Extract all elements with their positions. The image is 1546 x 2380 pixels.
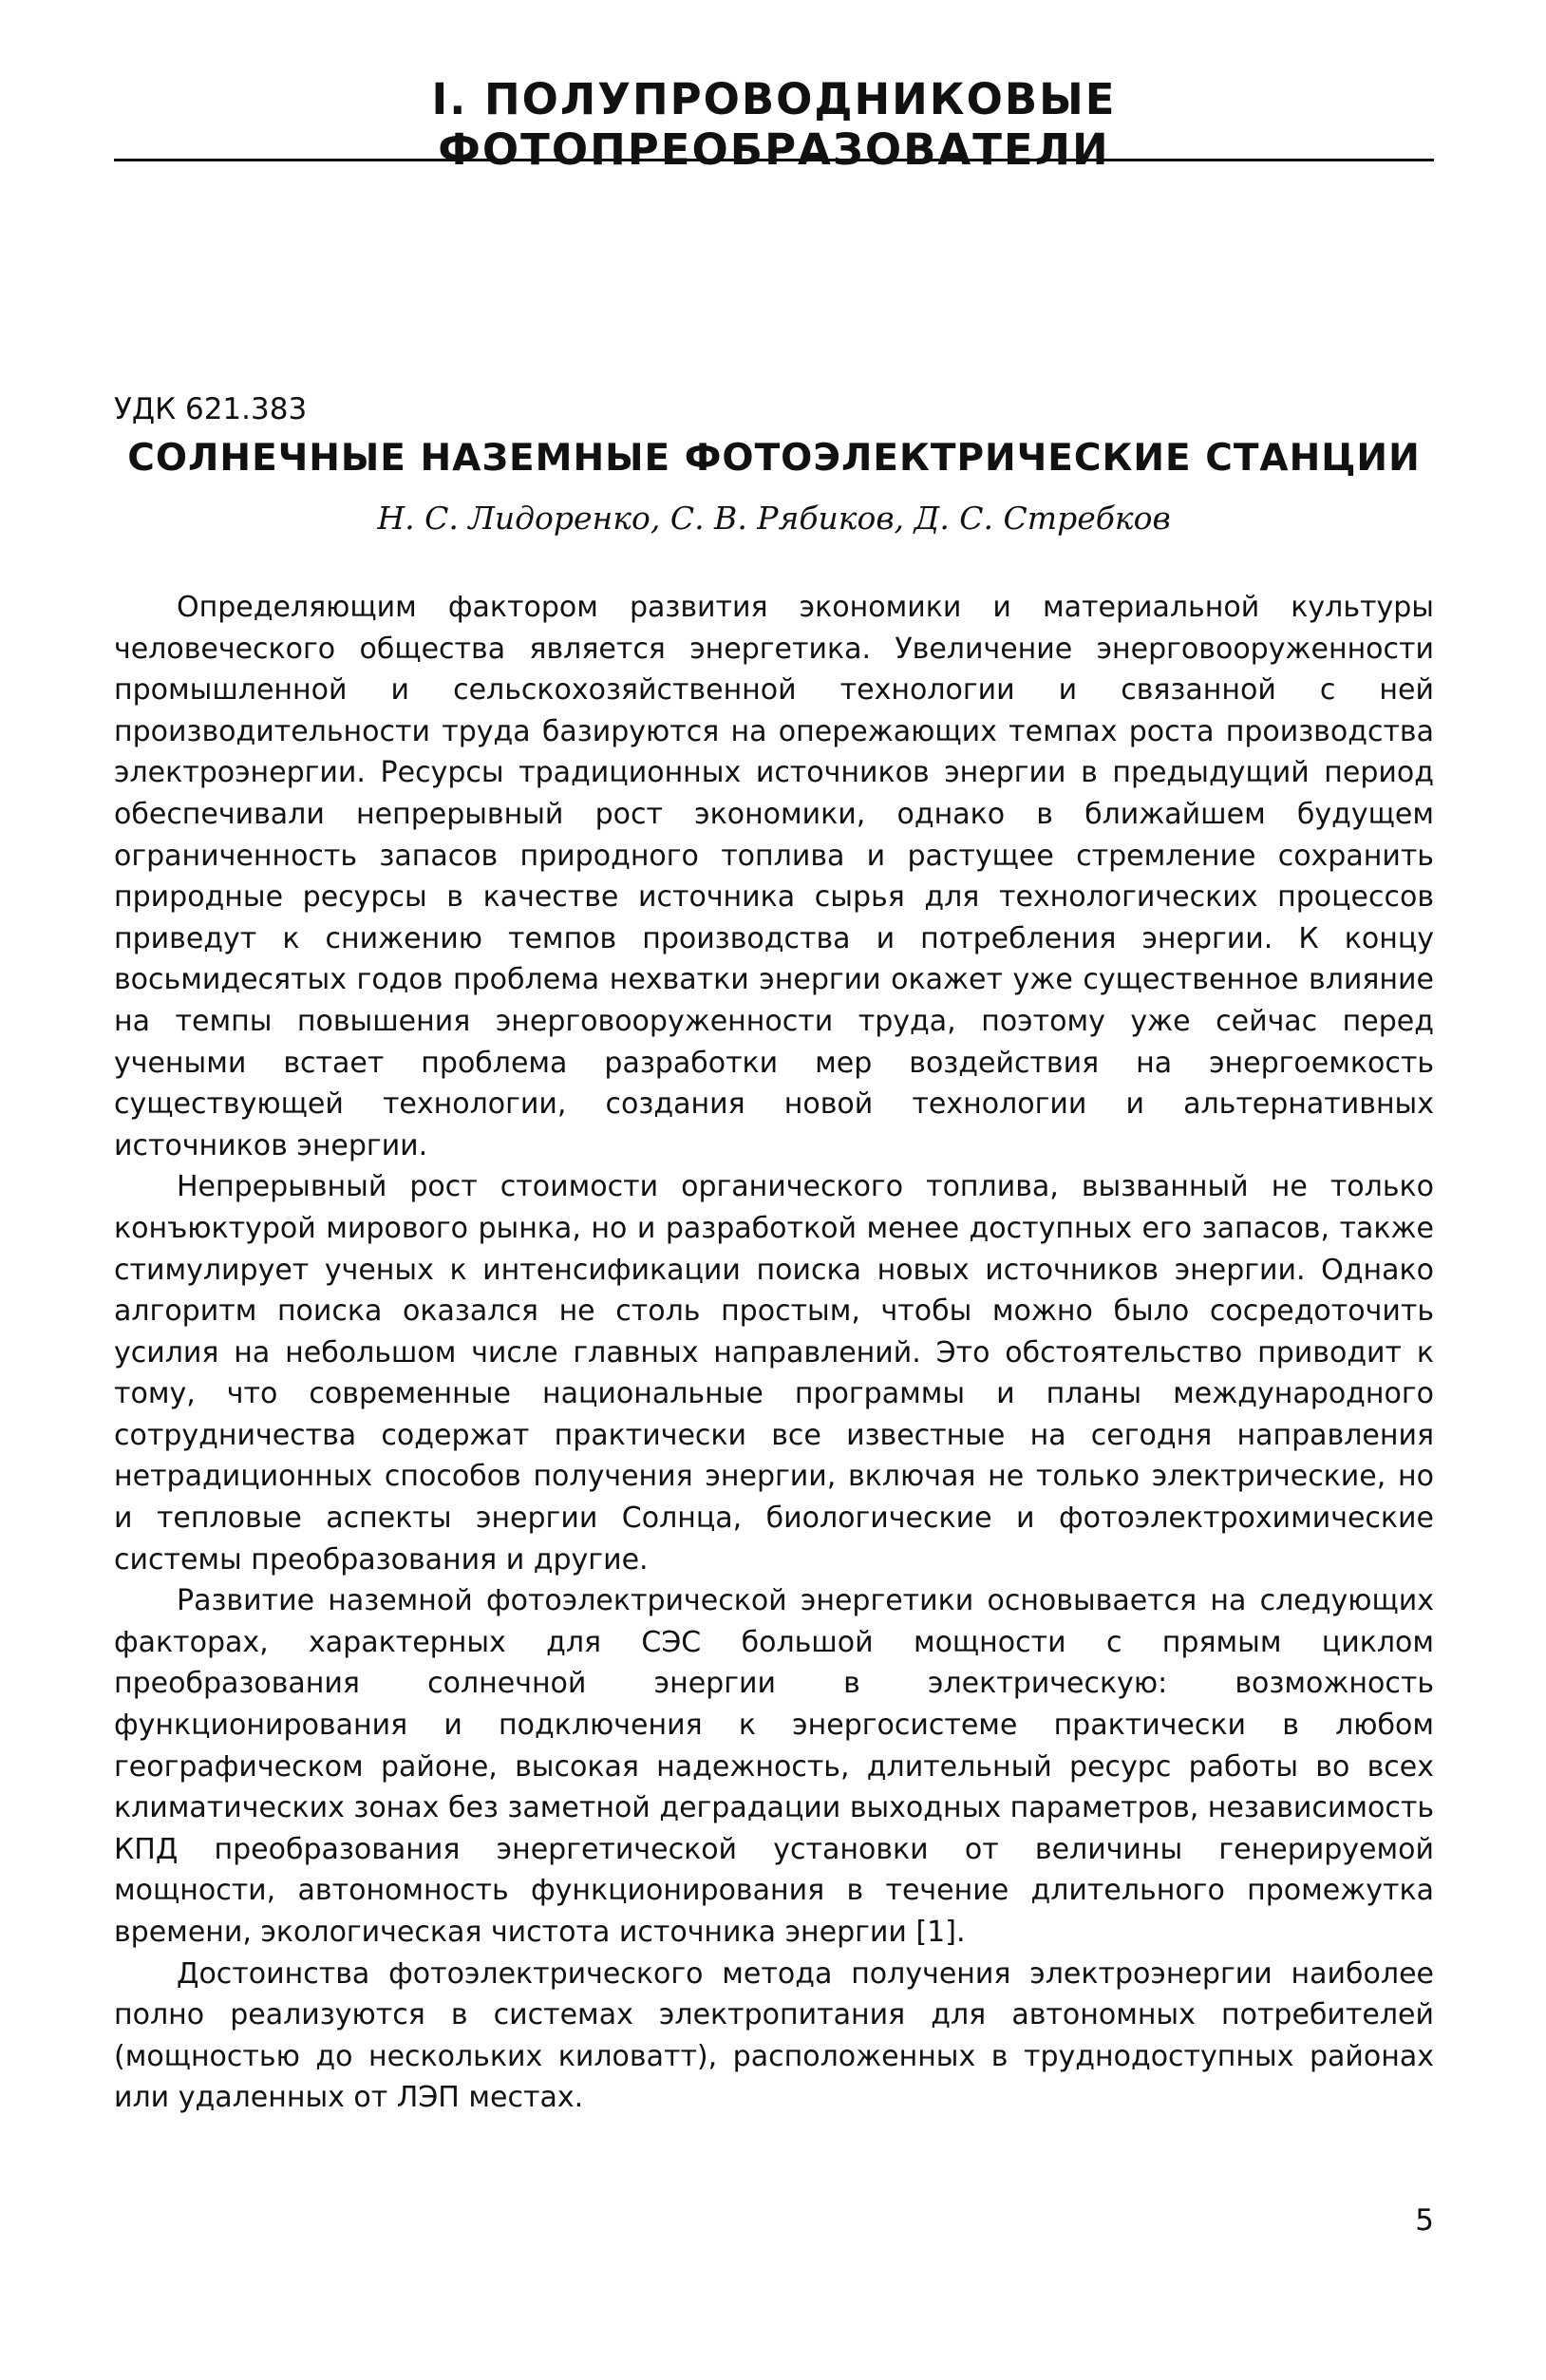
paragraph-2: Непрерывный рост стоимости органического топлива, вызванный не только конъюктурой мирового рынка, но и разработкой менее доступных его запасов, также стимулирует ученых к интенсификации поиска новых источников энергии. Однако алгоритм поиска оказался не столь простым, чтобы можно было сосредоточить усилия на небольшом числе главных направлений. Это обстоятельство приводит к тому, что современные национальные программы и планы международного сотрудничества содержат практически все известные на сегодня направления нетрадиционных способов получения энергии, включая не только электрические, но и тепловые аспекты энергии Солнца, биологические и фотоэлектрохимические системы преобразования и другие. (114, 1170, 1434, 1577)
paragraph-1: Определяющим фактором развития экономики и материальной культуры человеческого общества является энергетика. Увеличение энерговооруженности промышленной и сельскохозяйственной технологии и связанной с ней производительности труда базируются на опережающих темпах роста производства электроэнергии. Ресурсы традиционных источников энергии в предыдущий период обеспечивали непрерывный рост экономики, однако в ближайшем будущем ограниченность запасов природного топлива и растущее стремление сохранить природные ресурсы в качестве источника сырья для технологических процессов приведут к снижению темпов производства и потребления энергии. К концу восьмидесятых годов проблема нехватки энергии окажет уже существенное влияние на темпы повышения энерговооруженности труда, поэтому уже сейчас перед учеными встает проблема разработки мер воздействия на энергоемкость существующей технологии, создания новой технологии и альтернативных источников энергии. (114, 591, 1434, 1162)
page-number: 5 (1415, 2203, 1434, 2238)
paragraph-3: Развитие наземной фотоэлектрической энергетики основывается на следующих факторах, характерных для СЭС большой мощности с прямым циклом преобразования солнечной энергии в электрическую: возможность функционирования и подключения к энергосистеме практически в любом географическом районе, высокая надежность, длительный ресурс работы во всех климатических зонах без заметной деградации выходных параметров, независимость КПД преобразования энергетической установки от величины генерируемой мощности, автономность функционирования в течение длительного промежутка времени, экологическая чистота источника энергии [1]. (114, 1584, 1434, 1949)
section-title: I. ПОЛУПРОВОДНИКОВЫЕ ФОТОПРЕОБРАЗОВАТЕЛИ (431, 74, 1117, 175)
header-rule (114, 159, 1434, 161)
authors: Н. С. Лидоренко, С. В. Рябиков, Д. С. Стребков (377, 500, 1171, 537)
article-title: СОЛНЕЧНЫЕ НАЗЕМНЫЕ ФОТОЭЛЕКТРИЧЕСКИЕ СТАНЦИИ (127, 437, 1421, 480)
article-body (114, 587, 1434, 2119)
udc-code: УДК 621.383 (114, 392, 308, 426)
paragraph-4: Достоинства фотоэлектрического метода получения электроэнергии наиболее полно реализуются в системах электропитания для автономных потребителей (мощностью до нескольких киловатт), расположенных в труднодоступных районах или удаленных от ЛЭП местах. (114, 1956, 1434, 2115)
